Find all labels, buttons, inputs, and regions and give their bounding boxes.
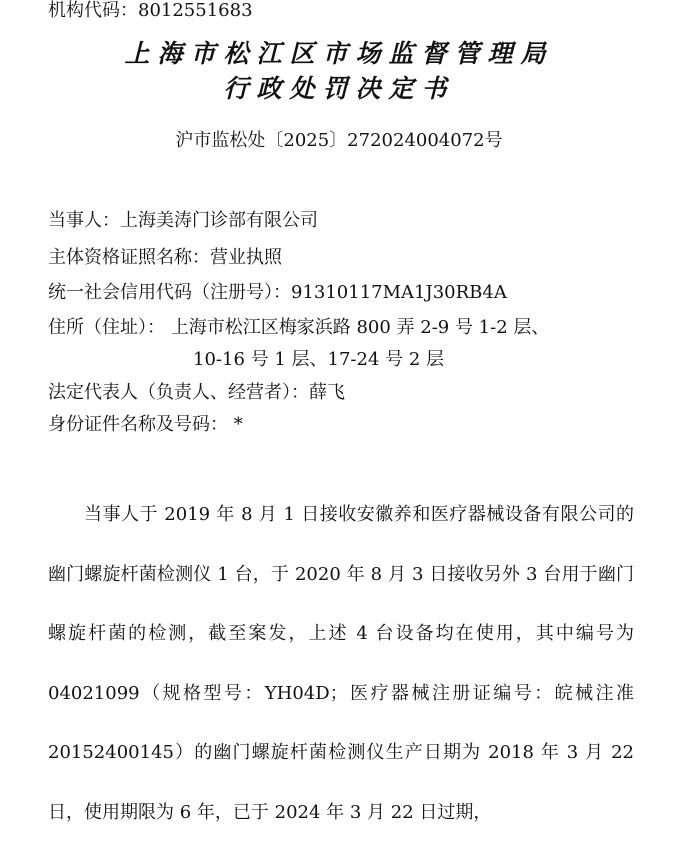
legal-representative: 法定代表人（负责人、经营者）：薛飞: [48, 382, 345, 403]
address-line-2: 10-16 号 1 层、17-24 号 2 层: [193, 349, 445, 370]
case-facts-paragraph: 当事人于 2019 年 8 月 1 日接收安徽养和医疗器械设备有限公司的幽门螺旋杆菌检测仪 1 台，于 2020 年 8 月 3 日接收另外 3 台用于幽门螺旋杆菌的检测，截至案发，上述 4 台设备均在使用，其中编号为 04021099（规格型号：YH04D；医疗器械注册证编号：皖械注准 20152400145）的幽门螺旋杆菌检测仪生产日期为 2018 年 3 月 22 日，使用期限为 6 年，已于 2024 年 3 月 22 日过期，: [48, 504, 634, 823]
credit-code: 统一社会信用代码（注册号）：91310117MA1J30RB4A: [48, 282, 507, 303]
party-name: 当事人：上海美涛门诊部有限公司: [48, 210, 318, 231]
license-name: 主体资格证照名称：营业执照: [48, 247, 282, 268]
document-title-agency: 上海市松江区市场监督管理局: [124, 39, 554, 68]
address-line-1: 住所（住址）： 上海市松江区梅家浜路 800 弄 2-9 号 1-2 层、: [48, 317, 550, 338]
document-number: 沪市监松处〔2025〕272024004072号: [175, 130, 503, 151]
document-title-type: 行政处罚决定书: [223, 74, 455, 103]
org-code: 机构代码：8012551683: [48, 0, 253, 21]
id-document: 身份证件名称及号码： *: [48, 414, 243, 435]
